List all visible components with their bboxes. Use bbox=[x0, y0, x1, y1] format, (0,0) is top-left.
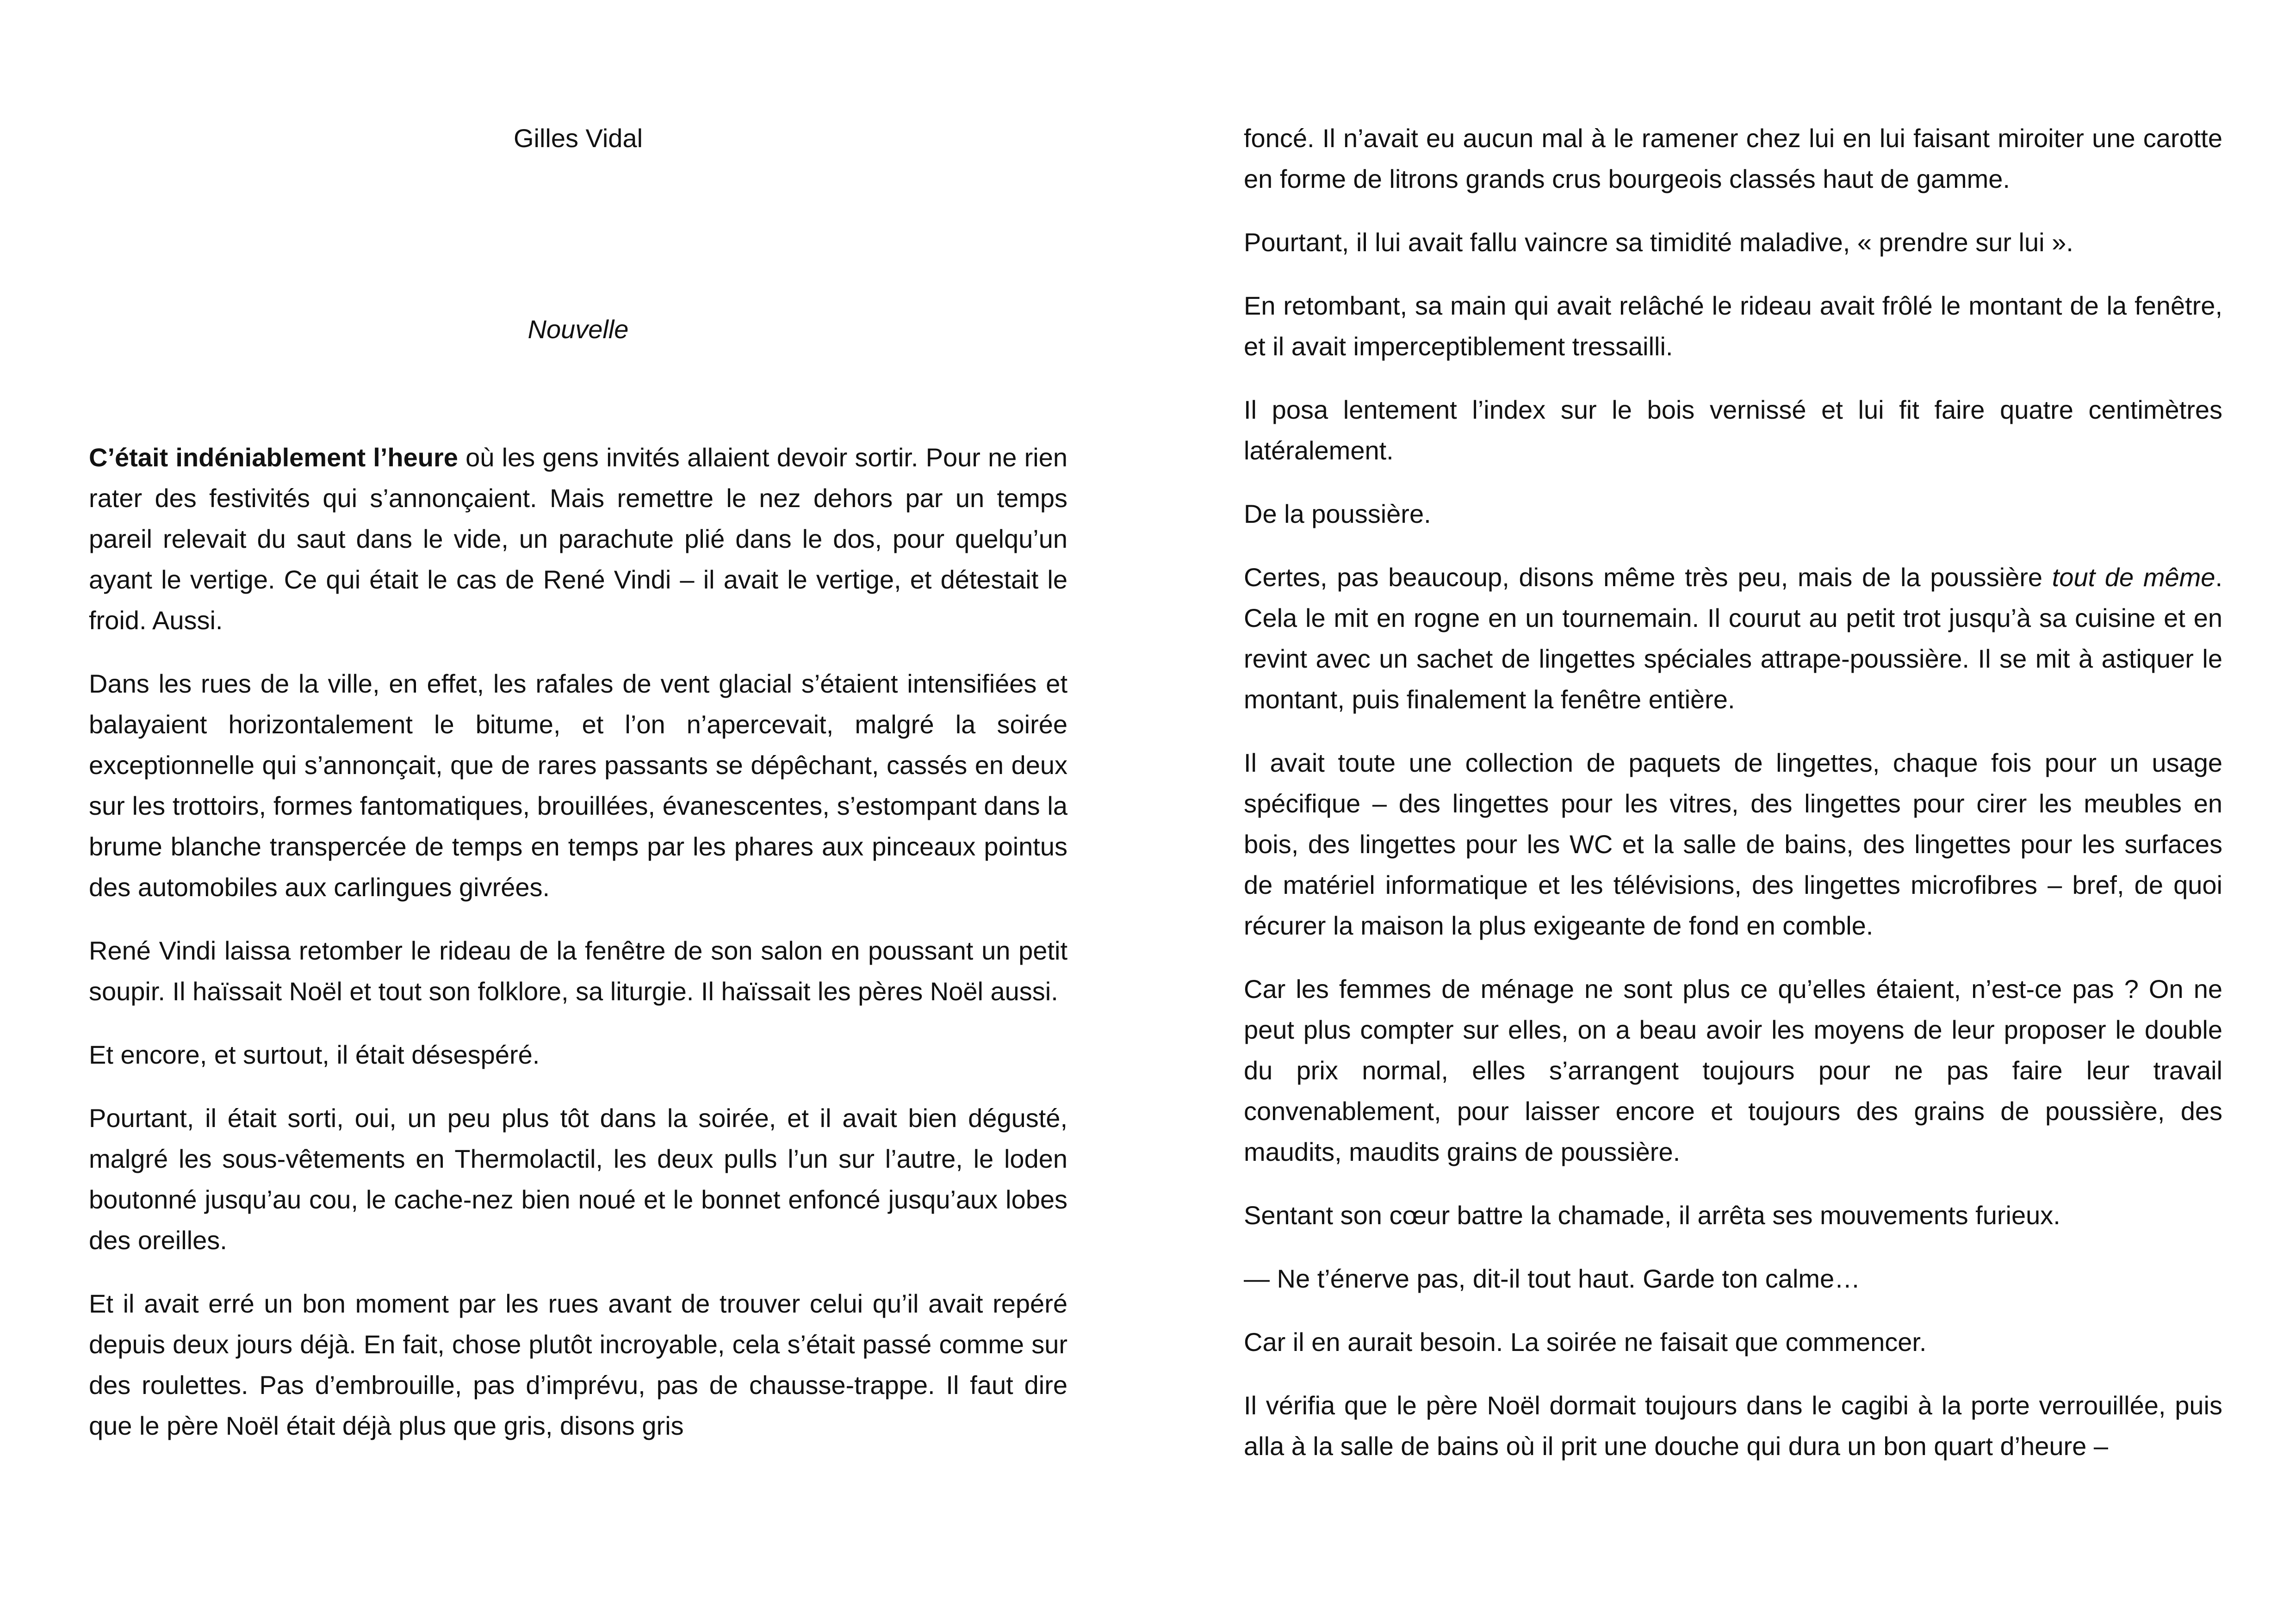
left-page bbox=[89, 118, 1067, 1469]
right-page bbox=[1244, 118, 2222, 1489]
body-paragraph: foncé. Il n’avait eu aucun mal à le ramener chez lui en lui faisant miroiter une carotte en forme de litrons grands crus bourgeois classés haut de gamme. bbox=[1244, 124, 2222, 193]
body-paragraph: Pourtant, il était sorti, oui, un peu plus tôt dans la soirée, et il avait bien dégusté, malgré les sous-vêtements en Thermolactil, les deux pulls l’un sur l’autre, le loden boutonné jusqu’au cou, le cache-nez bien noué et le bonnet enfoncé jusqu’aux lobes des oreilles. bbox=[89, 1103, 1067, 1255]
body-paragraph: De la poussière. bbox=[1244, 499, 1431, 528]
body-paragraph: Il vérifia que le père Noël dormait toujours dans le cagibi à la porte verrouillée, puis alla à la salle de bains où il prit une douche qui dura un bon quart d’heure – bbox=[1244, 1391, 2222, 1461]
opening-rest-text: où les gens invités allaient devoir sortir. Pour ne rien rater des festivités qui s’annonçaient. Mais remettre le nez dehors par un temps pareil relevait du saut dans le vide, un parachute plié dans le dos, pour quelqu’un ayant le vertige. Ce qui était le cas de René Vindi – il avait le vertige, et détestait le froid. Aussi. bbox=[89, 443, 1068, 635]
body-paragraph: Pourtant, il lui avait fallu vaincre sa timidité maladive, « prendre sur lui ». bbox=[1244, 228, 2073, 257]
body-paragraph: Dans les rues de la ville, en effet, les rafales de vent glacial s’étaient intensifiées et balayaient horizontalement le bitume, et l’on n’apercevait, malgré la soirée exceptionnelle qui s’annonçait, que de rares passants se dépêchant, cassés en deux sur les trottoirs, formes fantomatiques, brouillées, évanescentes, s’estompant dans la brume blanche transpercée de temps en temps par les phares aux pinceaux pointus des automobiles aux carlingues givrées. bbox=[89, 669, 1067, 902]
body-paragraph: Car il en aurait besoin. La soirée ne faisait que commencer. bbox=[1244, 1327, 1927, 1357]
opening-paragraph bbox=[89, 437, 1067, 641]
body-paragraph: Car les femmes de ménage ne sont plus ce qu’elles étaient, n’est-ce pas ? On ne peut plus compter sur elles, on a beau avoir les moyens de leur proposer le double du prix normal, elles s’arrangent toujours pour ne pas faire leur travail convenablement, pour laisser encore et toujours des grains de poussière, des maudits, maudits grains de poussière. bbox=[1244, 974, 2222, 1166]
genre-label: Nouvelle bbox=[527, 315, 629, 344]
body-paragraph: Et encore, et surtout, il était désespéré. bbox=[89, 1040, 540, 1069]
body-paragraph: Il avait toute une collection de paquets de lingettes, chaque fois pour un usage spécifique – des lingettes pour les vitres, des lingettes pour cirer les meubles en bois, des lingettes pour les WC et la salle de bains, des lingettes pour les surfaces de matériel informatique et les télévisions, des lingettes microfibres – bref, de quoi récurer la maison la plus exigeante de fond en comble. bbox=[1244, 748, 2222, 940]
body-paragraph: En retombant, sa main qui avait relâché le rideau avait frôlé le montant de la fenêtre, et il avait imperceptiblement tressailli. bbox=[1244, 291, 2222, 361]
emphasized-text: tout de même bbox=[2052, 563, 2215, 592]
dialogue-paragraph: — Ne t’énerve pas, dit-il tout haut. Garde ton calme… bbox=[1244, 1264, 1861, 1293]
body-paragraph: René Vindi laissa retomber le rideau de la fenêtre de son salon en poussant un petit soupir. Il haïssait Noël et tout son folklore, sa liturgie. Il haïssait les pères Noël aussi. bbox=[89, 936, 1067, 1006]
body-paragraph: Sentant son cœur battre la chamade, il arrêta ses mouvements furieux. bbox=[1244, 1201, 2060, 1230]
body-paragraph bbox=[1244, 557, 2222, 720]
paragraph-text: Certes, pas beaucoup, disons même très peu, mais de la poussière bbox=[1244, 563, 2052, 592]
body-paragraph: Il posa lentement l’index sur le bois vernissé et lui fit faire quatre centimètres latéralement. bbox=[1244, 395, 2222, 465]
opening-lead-text: C’était indéniablement l’heure bbox=[89, 443, 458, 472]
author-name: Gilles Vidal bbox=[513, 124, 643, 153]
body-paragraph: Et il avait erré un bon moment par les rues avant de trouver celui qu’il avait repéré depuis deux jours déjà. En fait, chose plutôt incroyable, cela s’était passé comme sur des roulettes. Pas d’embrouille, pas d’imprévu, pas de chausse-trappe. Il faut dire que le père Noël était déjà plus que gris, disons gris bbox=[89, 1289, 1067, 1440]
paragraph-text: . Cela le mit en rogne en un tournemain. Il courut au petit trot jusqu’à sa cuisine et en revint avec un sachet de lingettes spéciales attrape-poussière. Il se mit à astiquer le montant, puis finalement la fenêtre entière. bbox=[1244, 563, 2222, 714]
